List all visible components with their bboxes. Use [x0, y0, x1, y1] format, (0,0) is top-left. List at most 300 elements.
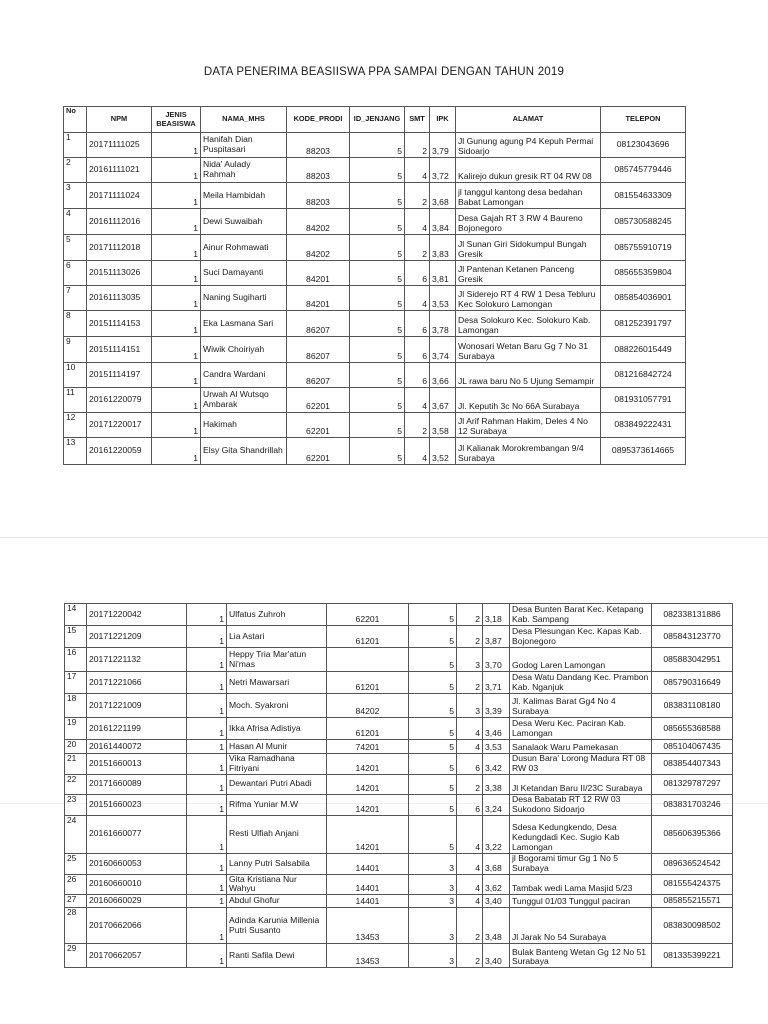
ipk-cell: 3,38 [483, 774, 510, 794]
table-row [64, 413, 686, 438]
row-number: 20 [65, 740, 87, 754]
telepon-cell: 083831108180 [652, 694, 733, 718]
npm-cell: 20161660077 [87, 815, 187, 853]
jenis-beasiswa-cell: 1 [152, 388, 201, 413]
kode-prodi-cell: 14401 [327, 853, 409, 874]
smt-cell: 2 [405, 133, 430, 158]
alamat-cell: Sanalaok Waru Pamekasan [510, 740, 652, 754]
id-jenjang-cell: 5 [409, 740, 457, 754]
kode-prodi-cell: 62201 [287, 388, 350, 413]
smt-cell: 6 [457, 754, 483, 775]
kode-prodi-cell: 13453 [327, 908, 409, 944]
id-jenjang-cell: 3 [409, 944, 457, 968]
nama-mhs-cell: Urwah Al Wutsqo Ambarak [201, 388, 287, 413]
telepon-cell: 083830098502 [652, 908, 733, 944]
ipk-cell: 3,70 [483, 648, 510, 672]
kode-prodi-cell: 86207 [287, 337, 350, 363]
alamat-cell: Kalirejo dukun gresik RT 04 RW 08 [456, 158, 601, 183]
jenis-beasiswa-cell: 1 [152, 158, 201, 183]
npm-cell: 20171221209 [87, 626, 187, 648]
row-number: 21 [65, 754, 87, 775]
alamat-cell: Tunggul 01/03 Tunggul paciran [510, 895, 652, 908]
nama-mhs-cell: Hasan Al Munir [227, 740, 327, 754]
ipk-cell: 3,72 [430, 158, 456, 183]
kode-prodi-cell: 62201 [287, 413, 350, 438]
row-number: 6 [64, 261, 87, 286]
id-jenjang-cell: 5 [350, 311, 405, 337]
row-number: 7 [64, 286, 87, 311]
id-jenjang-cell: 3 [409, 874, 457, 895]
kode-prodi-cell: 84202 [287, 235, 350, 261]
jenis-beasiswa-cell: 1 [187, 672, 227, 694]
npm-cell: 20160660029 [87, 895, 187, 908]
nama-mhs-cell: Hakimah [201, 413, 287, 438]
ipk-cell: 3,66 [430, 363, 456, 388]
kode-prodi-cell: 84201 [287, 261, 350, 286]
jenis-beasiswa-cell: 1 [187, 740, 227, 754]
nama-mhs-cell: Eka Lasmana Sari [201, 311, 287, 337]
smt-cell: 4 [405, 286, 430, 311]
header-no: No [64, 107, 87, 133]
id-jenjang-cell: 5 [350, 183, 405, 209]
ipk-cell: 3,68 [430, 183, 456, 209]
ipk-cell: 3,46 [483, 718, 510, 740]
header-jenis-beasiswa: JENIS BEASISWA [152, 107, 201, 133]
smt-cell: 4 [405, 388, 430, 413]
header-smt: SMT [405, 107, 430, 133]
alamat-cell: Jl Arif Rahman Hakim, Deles 4 No 12 Surabaya [456, 413, 601, 438]
id-jenjang-cell: 5 [409, 604, 457, 626]
header-nama-mhs: NAMA_MHS [201, 107, 287, 133]
npm-cell: 20170662057 [87, 944, 187, 968]
smt-cell: 4 [457, 718, 483, 740]
npm-cell: 20161220079 [87, 388, 152, 413]
kode-prodi-cell [327, 648, 409, 672]
id-jenjang-cell: 5 [350, 133, 405, 158]
smt-cell: 2 [405, 235, 430, 261]
kode-prodi-cell: 84201 [287, 286, 350, 311]
header-npm: NPM [87, 107, 152, 133]
jenis-beasiswa-cell: 1 [187, 853, 227, 874]
nama-mhs-cell: Heppy Tria Mar'atun Ni'mas [227, 648, 327, 672]
nama-mhs-cell: Suci Damayanti [201, 261, 287, 286]
alamat-cell: Jl Pantenan Ketanen Panceng Gresik [456, 261, 601, 286]
table-row [65, 626, 733, 648]
telepon-cell: 081329787297 [652, 774, 733, 794]
table-row [65, 672, 733, 694]
jenis-beasiswa-cell: 1 [152, 438, 201, 465]
table-row [64, 235, 686, 261]
row-number: 18 [65, 694, 87, 718]
npm-cell: 20151660013 [87, 754, 187, 775]
header-kode-prodi: KODE_PRODI [287, 107, 350, 133]
npm-cell: 20171111025 [87, 133, 152, 158]
id-jenjang-cell: 5 [409, 648, 457, 672]
nama-mhs-cell: Gita Kristiana Nur Wahyu [227, 874, 327, 895]
alamat-cell: Jl Kalianak Morokrembangan 9/4 Surabaya [456, 438, 601, 465]
row-number: 28 [65, 908, 87, 944]
npm-cell: 20161113035 [87, 286, 152, 311]
id-jenjang-cell: 5 [409, 774, 457, 794]
kode-prodi-cell: 62201 [287, 438, 350, 465]
row-number: 23 [65, 794, 87, 815]
telepon-cell: 081931057791 [601, 388, 686, 413]
jenis-beasiswa-cell: 1 [152, 337, 201, 363]
ipk-cell: 3,40 [483, 944, 510, 968]
table-2-body [65, 604, 733, 968]
jenis-beasiswa-cell: 1 [152, 413, 201, 438]
id-jenjang-cell: 5 [350, 388, 405, 413]
nama-mhs-cell: Candra Wardani [201, 363, 287, 388]
jenis-beasiswa-cell: 1 [187, 604, 227, 626]
nama-mhs-cell: Lanny Putri Salsabila [227, 853, 327, 874]
alamat-cell: Dusun Bara' Lorong Madura RT 08 RW 03 [510, 754, 652, 775]
nama-mhs-cell: Abdul Ghofur [227, 895, 327, 908]
kode-prodi-cell: 86207 [287, 311, 350, 337]
id-jenjang-cell: 5 [350, 337, 405, 363]
alamat-cell: Tambak wedi Lama Masjid 5/23 [510, 874, 652, 895]
alamat-cell: Bulak Banteng Wetan Gg 12 No 51 Surabaya [510, 944, 652, 968]
jenis-beasiswa-cell: 1 [187, 944, 227, 968]
telepon-cell: 083831703246 [652, 794, 733, 815]
telepon-cell: 083849222431 [601, 413, 686, 438]
ipk-cell: 3,84 [430, 209, 456, 235]
ipk-cell: 3,52 [430, 438, 456, 465]
table-row [65, 718, 733, 740]
row-number: 2 [64, 158, 87, 183]
npm-cell: 20161221199 [87, 718, 187, 740]
telepon-cell: 081554633309 [601, 183, 686, 209]
telepon-cell: 085854036901 [601, 286, 686, 311]
kode-prodi-cell: 13453 [327, 944, 409, 968]
smt-cell: 2 [457, 908, 483, 944]
smt-cell: 6 [405, 363, 430, 388]
smt-cell: 4 [457, 815, 483, 853]
smt-cell: 2 [405, 413, 430, 438]
jenis-beasiswa-cell: 1 [152, 286, 201, 311]
telepon-cell: 081216842724 [601, 363, 686, 388]
id-jenjang-cell: 5 [350, 261, 405, 286]
ipk-cell: 3,58 [430, 413, 456, 438]
ipk-cell: 3,81 [430, 261, 456, 286]
row-number: 3 [64, 183, 87, 209]
row-number: 19 [65, 718, 87, 740]
table-row [64, 261, 686, 286]
telepon-cell: 085606395366 [652, 815, 733, 853]
npm-cell: 20151114153 [87, 311, 152, 337]
table-row [65, 694, 733, 718]
ipk-cell: 3,24 [483, 794, 510, 815]
table-row [65, 815, 733, 853]
jenis-beasiswa-cell: 1 [152, 261, 201, 286]
id-jenjang-cell: 5 [350, 158, 405, 183]
table-row [64, 337, 686, 363]
npm-cell: 20171221066 [87, 672, 187, 694]
npm-cell: 20160660053 [87, 853, 187, 874]
jenis-beasiswa-cell: 1 [187, 908, 227, 944]
row-number: 10 [64, 363, 87, 388]
id-jenjang-cell: 3 [409, 908, 457, 944]
smt-cell: 4 [457, 874, 483, 895]
kode-prodi-cell: 86207 [287, 363, 350, 388]
kode-prodi-cell: 88203 [287, 133, 350, 158]
row-number: 12 [64, 413, 87, 438]
alamat-cell: Desa Plesungan Kec. Kapas Kab. Bojonegoro [510, 626, 652, 648]
telepon-cell: 085655359804 [601, 261, 686, 286]
npm-cell: 20151113026 [87, 261, 152, 286]
table-1-body [64, 133, 686, 465]
ipk-cell: 3,42 [483, 754, 510, 775]
smt-cell: 2 [457, 774, 483, 794]
nama-mhs-cell: Rifma Yuniar M.W [227, 794, 327, 815]
alamat-cell: jl Bogorami timur Gg 1 No 5 Surabaya [510, 853, 652, 874]
header-id-jenjang: ID_JENJANG [350, 107, 405, 133]
table-row [65, 754, 733, 775]
id-jenjang-cell: 5 [409, 815, 457, 853]
kode-prodi-cell: 61201 [327, 626, 409, 648]
ipk-cell: 3,53 [483, 740, 510, 754]
ipk-cell: 3,83 [430, 235, 456, 261]
jenis-beasiswa-cell: 1 [187, 815, 227, 853]
telepon-cell: 085843123770 [652, 626, 733, 648]
npm-cell: 20160660010 [87, 874, 187, 895]
table-row [64, 388, 686, 413]
jenis-beasiswa-cell: 1 [187, 694, 227, 718]
table-row [65, 895, 733, 908]
telepon-cell: 085730588245 [601, 209, 686, 235]
row-number: 27 [65, 895, 87, 908]
table-row [64, 183, 686, 209]
alamat-cell: Sdesa Kedungkendo, Desa Kedungdadi Kec. Sugio Kab Lamongan [510, 815, 652, 853]
telepon-cell: 085745779446 [601, 158, 686, 183]
id-jenjang-cell: 5 [350, 413, 405, 438]
kode-prodi-cell: 84202 [327, 694, 409, 718]
smt-cell: 4 [457, 895, 483, 908]
row-number: 15 [65, 626, 87, 648]
npm-cell: 20151114197 [87, 363, 152, 388]
ipk-cell: 3,79 [430, 133, 456, 158]
id-jenjang-cell: 5 [409, 794, 457, 815]
telepon-cell: 083854407343 [652, 754, 733, 775]
telepon-cell: 085655368588 [652, 718, 733, 740]
table-row [65, 908, 733, 944]
nama-mhs-cell: Hanifah Dian Puspitasari [201, 133, 287, 158]
row-number: 8 [64, 311, 87, 337]
table-row [64, 209, 686, 235]
nama-mhs-cell: Naning Sugiharti [201, 286, 287, 311]
row-number: 9 [64, 337, 87, 363]
nama-mhs-cell: Ulfatus Zuhroh [227, 604, 327, 626]
ipk-cell: 3,71 [483, 672, 510, 694]
row-number: 22 [65, 774, 87, 794]
smt-cell: 4 [457, 740, 483, 754]
scholarship-table-1 [63, 106, 686, 465]
nama-mhs-cell: Dewantari Putri Abadi [227, 774, 327, 794]
table-row [65, 774, 733, 794]
telepon-cell: 088226015449 [601, 337, 686, 363]
ipk-cell: 3,87 [483, 626, 510, 648]
row-number: 25 [65, 853, 87, 874]
table-row [65, 944, 733, 968]
id-jenjang-cell: 5 [409, 694, 457, 718]
page-title: DATA PENERIMA BEASIISWA PPA SAMPAI DENGAN TAHUN 2019 [203, 66, 565, 78]
ipk-cell: 3,53 [430, 286, 456, 311]
telepon-cell: 085755910719 [601, 235, 686, 261]
alamat-cell: JL rawa baru No 5 Ujung Semampir [456, 363, 601, 388]
row-number: 1 [64, 133, 87, 158]
npm-cell: 20161440072 [87, 740, 187, 754]
header-ipk: IPK [430, 107, 456, 133]
smt-cell: 6 [405, 311, 430, 337]
row-number: 11 [64, 388, 87, 413]
telepon-cell: 0895373614665 [601, 438, 686, 465]
row-number: 4 [64, 209, 87, 235]
ipk-cell: 3,22 [483, 815, 510, 853]
kode-prodi-cell: 14401 [327, 895, 409, 908]
kode-prodi-cell: 88203 [287, 183, 350, 209]
kode-prodi-cell: 61201 [327, 718, 409, 740]
jenis-beasiswa-cell: 1 [152, 235, 201, 261]
smt-cell: 3 [457, 694, 483, 718]
telepon-cell: 081335399221 [652, 944, 733, 968]
jenis-beasiswa-cell: 1 [187, 774, 227, 794]
ipk-cell: 3,68 [483, 853, 510, 874]
nama-mhs-cell: Ranti Safila Dewi [227, 944, 327, 968]
table-row [65, 604, 733, 626]
telepon-cell: 081555424375 [652, 874, 733, 895]
telepon-cell: 085790316649 [652, 672, 733, 694]
table-row [64, 438, 686, 465]
row-number: 17 [65, 672, 87, 694]
nama-mhs-cell: Lia Astari [227, 626, 327, 648]
row-number: 5 [64, 235, 87, 261]
kode-prodi-cell: 14201 [327, 774, 409, 794]
kode-prodi-cell: 14201 [327, 815, 409, 853]
kode-prodi-cell: 14201 [327, 754, 409, 775]
nama-mhs-cell: Vika Ramadhana Fitriyani [227, 754, 327, 775]
nama-mhs-cell: Meila Hambidah [201, 183, 287, 209]
id-jenjang-cell: 5 [350, 235, 405, 261]
nama-mhs-cell: Netri Mawarsari [227, 672, 327, 694]
npm-cell: 20171221132 [87, 648, 187, 672]
ipk-cell: 3,18 [483, 604, 510, 626]
kode-prodi-cell: 62201 [327, 604, 409, 626]
table-row [64, 286, 686, 311]
alamat-cell: Desa Watu Dandang Kec. Prambon Kab. Nganjuk [510, 672, 652, 694]
kode-prodi-cell: 14401 [327, 874, 409, 895]
id-jenjang-cell: 5 [409, 718, 457, 740]
row-number: 26 [65, 874, 87, 895]
table-row [65, 740, 733, 754]
npm-cell: 20161220059 [87, 438, 152, 465]
table-row [64, 133, 686, 158]
table-header-row [64, 107, 686, 133]
row-number: 24 [65, 815, 87, 853]
kode-prodi-cell: 88203 [287, 158, 350, 183]
telepon-cell: 085855215571 [652, 895, 733, 908]
alamat-cell: Jl. Kalimas Barat Gg4 No 4 Surabaya [510, 694, 652, 718]
npm-cell: 20151660023 [87, 794, 187, 815]
jenis-beasiswa-cell: 1 [187, 754, 227, 775]
kode-prodi-cell: 61201 [327, 672, 409, 694]
jenis-beasiswa-cell: 1 [152, 183, 201, 209]
id-jenjang-cell: 3 [409, 853, 457, 874]
ipk-cell: 3,74 [430, 337, 456, 363]
npm-cell: 20171220017 [87, 413, 152, 438]
table-row [64, 311, 686, 337]
npm-cell: 20171221009 [87, 694, 187, 718]
alamat-cell: Jl. Keputih 3c No 66A Surabaya [456, 388, 601, 413]
nama-mhs-cell: Resti Ulfiah Anjani [227, 815, 327, 853]
smt-cell: 6 [405, 261, 430, 286]
jenis-beasiswa-cell: 1 [187, 718, 227, 740]
scholarship-table-2 [64, 603, 733, 968]
ipk-cell: 3,39 [483, 694, 510, 718]
alamat-cell: Desa Babatab RT 12 RW 03 Sukodono Sidoarjo [510, 794, 652, 815]
nama-mhs-cell: Nida' Aulady Rahmah [201, 158, 287, 183]
ipk-cell: 3,48 [483, 908, 510, 944]
row-number: 13 [64, 438, 87, 465]
jenis-beasiswa-cell: 1 [187, 648, 227, 672]
smt-cell: 2 [405, 183, 430, 209]
ipk-cell: 3,67 [430, 388, 456, 413]
smt-cell: 6 [405, 337, 430, 363]
nama-mhs-cell: Ikka Afrisa Adistiya [227, 718, 327, 740]
nama-mhs-cell: Elsy Gita Shandrillah [201, 438, 287, 465]
npm-cell: 20161111021 [87, 158, 152, 183]
kode-prodi-cell: 14201 [327, 794, 409, 815]
id-jenjang-cell: 5 [409, 626, 457, 648]
alamat-cell: Jl Siderejo RT 4 RW 1 Desa Tebluru Kec Solokuro Lamongan [456, 286, 601, 311]
jenis-beasiswa-cell: 1 [152, 133, 201, 158]
smt-cell: 4 [457, 853, 483, 874]
alamat-cell: Jl Sunan Giri Sidokumpul Bungah Gresik [456, 235, 601, 261]
jenis-beasiswa-cell: 1 [152, 311, 201, 337]
table-row [65, 874, 733, 895]
nama-mhs-cell: Adinda Karunia Millenia Putri Susanto [227, 908, 327, 944]
npm-cell: 20171660089 [87, 774, 187, 794]
alamat-cell: jl tanggul kantong desa bedahan Babat Lamongan [456, 183, 601, 209]
row-number: 14 [65, 604, 87, 626]
id-jenjang-cell: 5 [350, 363, 405, 388]
id-jenjang-cell: 5 [350, 286, 405, 311]
smt-cell: 2 [457, 944, 483, 968]
id-jenjang-cell: 5 [409, 672, 457, 694]
telepon-cell: 081252391797 [601, 311, 686, 337]
alamat-cell: Desa Weru Kec. Paciran Kab. Lamongan [510, 718, 652, 740]
jenis-beasiswa-cell: 1 [152, 209, 201, 235]
telepon-cell: 082338131886 [652, 604, 733, 626]
smt-cell: 2 [457, 626, 483, 648]
table-row [65, 794, 733, 815]
alamat-cell: Jl Jarak No 54 Surabaya [510, 908, 652, 944]
npm-cell: 20171112018 [87, 235, 152, 261]
npm-cell: 20171111024 [87, 183, 152, 209]
smt-cell: 3 [457, 648, 483, 672]
jenis-beasiswa-cell: 1 [187, 626, 227, 648]
npm-cell: 20170662066 [87, 908, 187, 944]
table-row [65, 853, 733, 874]
smt-cell: 2 [457, 672, 483, 694]
id-jenjang-cell: 5 [409, 754, 457, 775]
telepon-cell: 085104067435 [652, 740, 733, 754]
id-jenjang-cell: 5 [350, 209, 405, 235]
table-row [64, 158, 686, 183]
smt-cell: 6 [457, 794, 483, 815]
telepon-cell: 089636524542 [652, 853, 733, 874]
row-number: 16 [65, 648, 87, 672]
npm-cell: 20151114151 [87, 337, 152, 363]
